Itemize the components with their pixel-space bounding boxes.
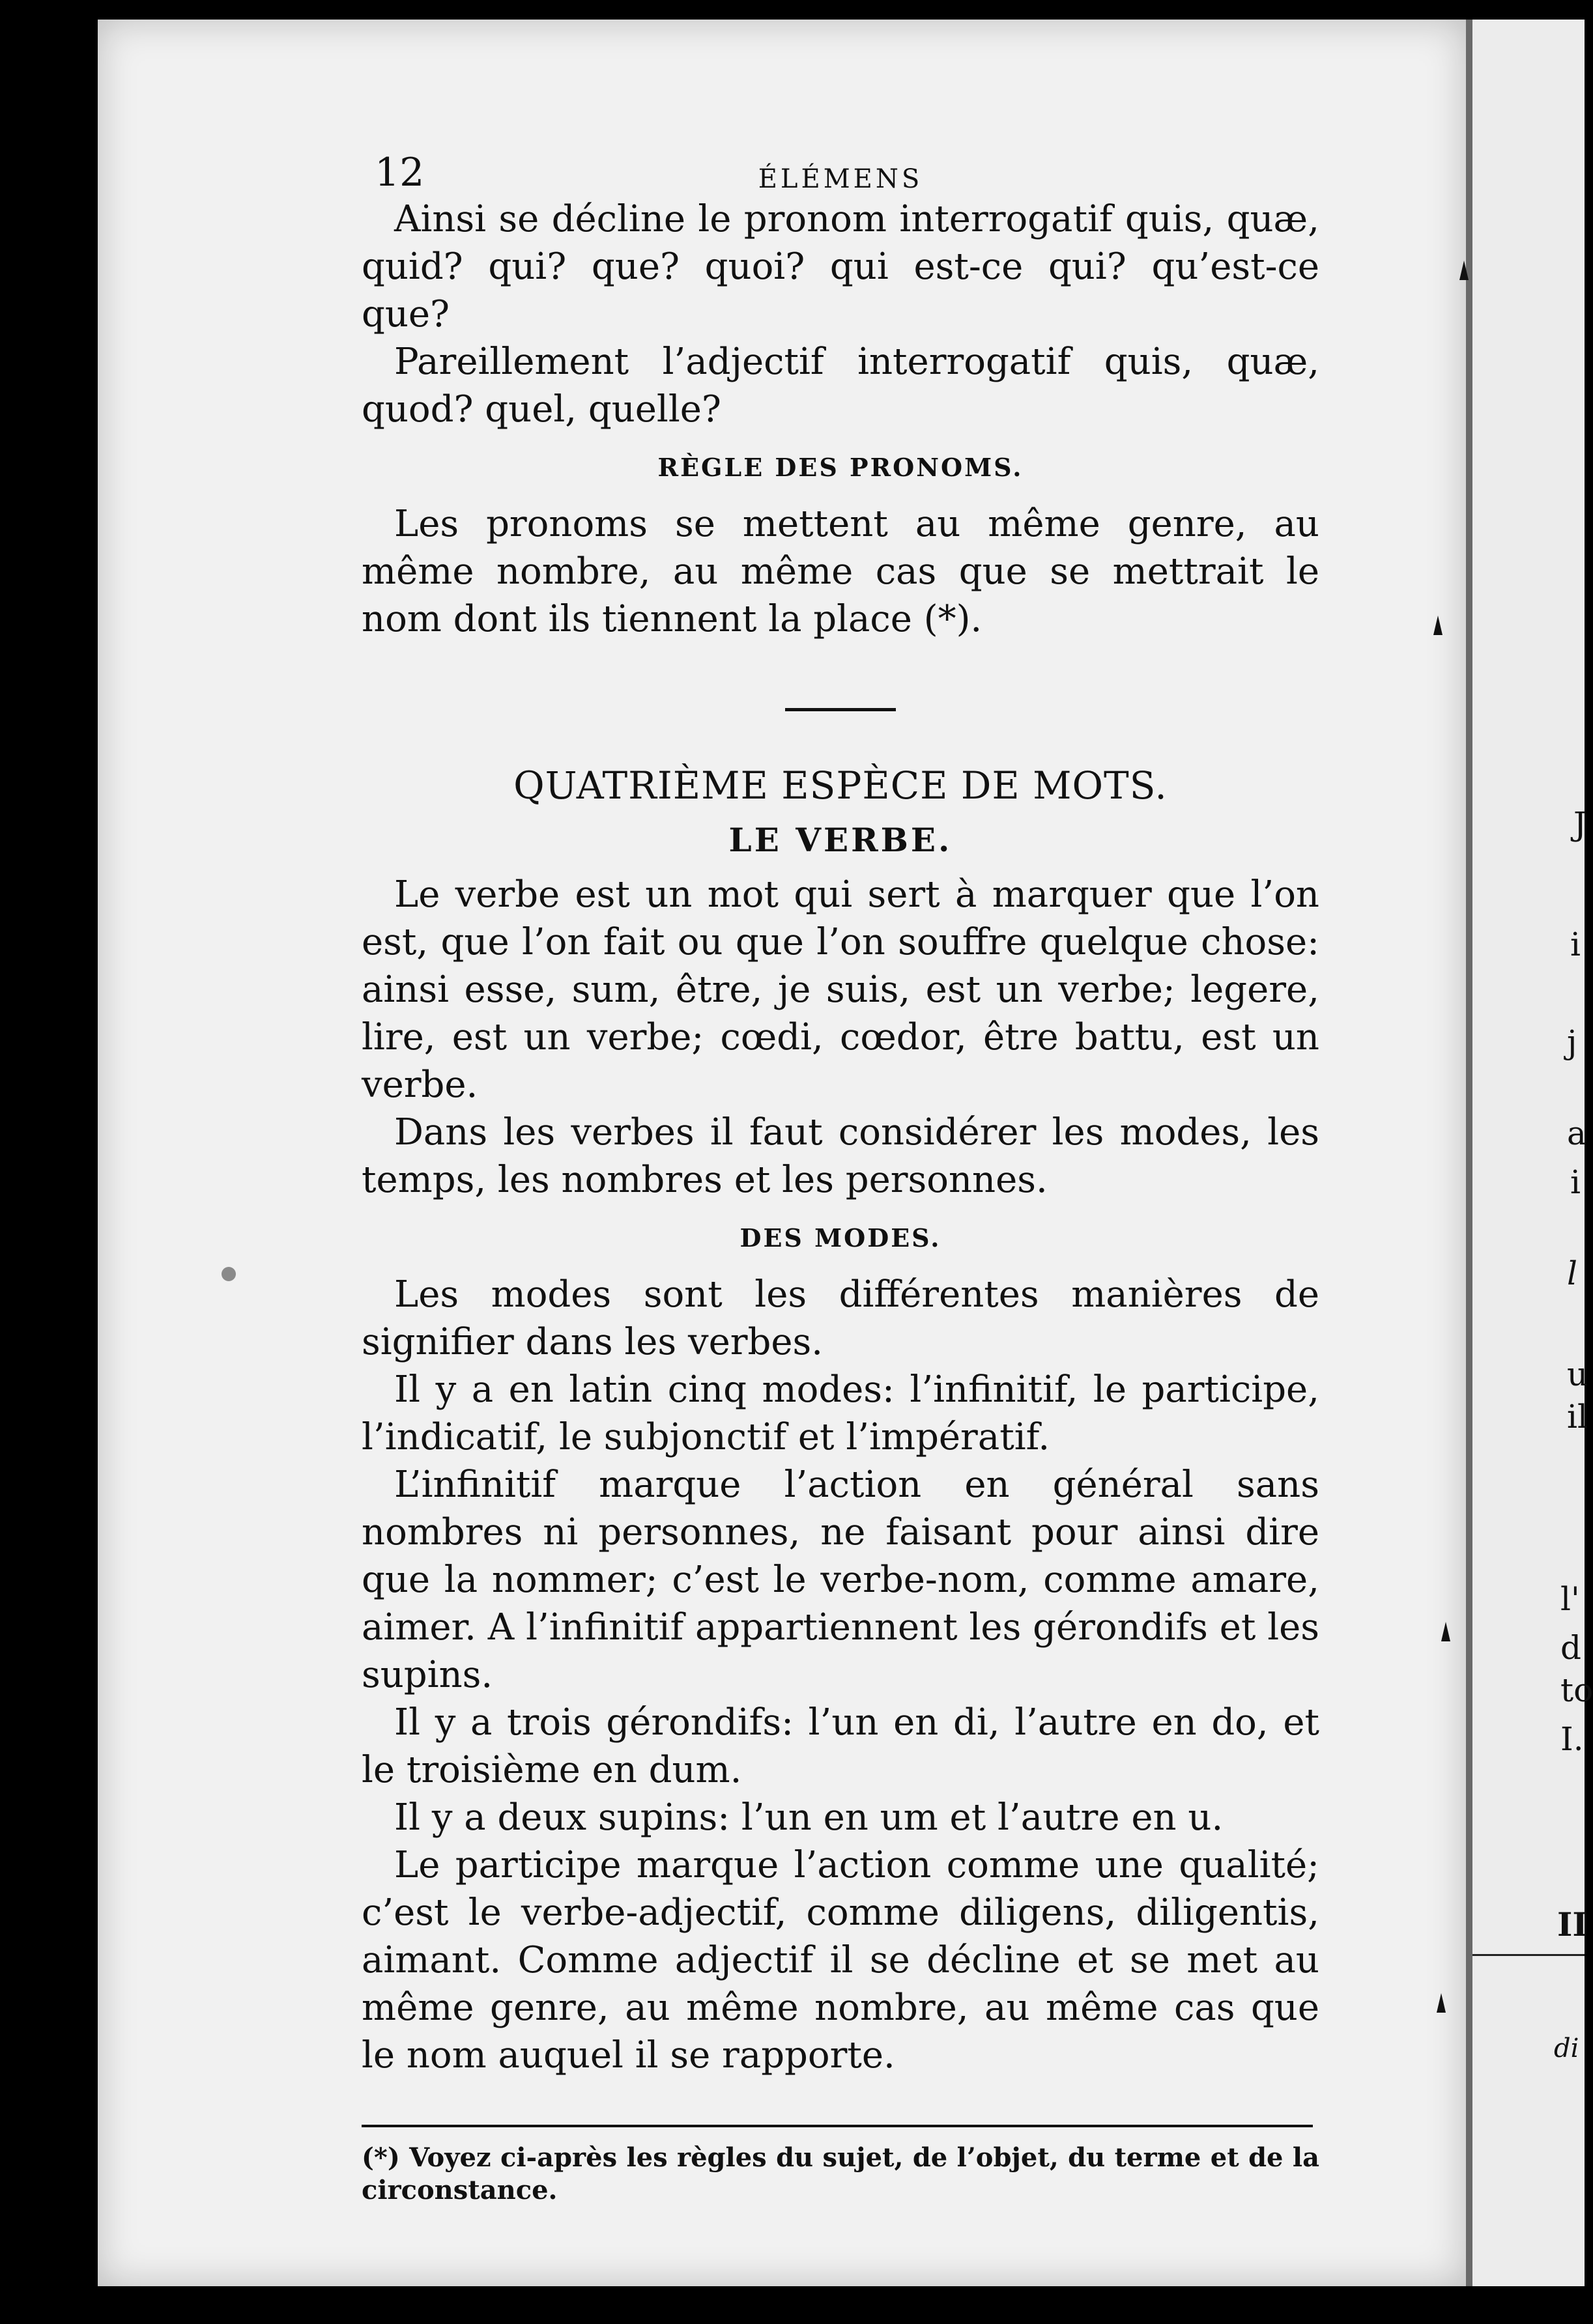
facing-page-fragment: di [1554,2034,1579,2063]
facing-page-fragment: II [1557,1905,1588,1944]
facing-page-fragment: J [1573,805,1587,843]
page-header [362,150,1319,195]
facing-page-fragment: d [1560,1629,1582,1667]
page-text [362,150,1319,2207]
paragraph: Les pronoms se mettent au même genre, au même nombre, au même cas que se mettrait le nom dont ils tiennent la place (*). [362,503,1319,640]
facing-page-fragment: a [1567,1114,1586,1152]
paragraph: Les modes sont les différentes manières de signifier dans les verbes. [362,1273,1319,1363]
paragraph: Il y a en latin cinq modes: l’infinitif, le participe, l’indicatif, le subjonctif et l’impératif. [362,1368,1319,1458]
footnote-rule [362,2125,1313,2127]
paragraph: Il y a deux supins: l’un en um et l’autre en u. [394,1796,1224,1839]
section-subtitle: LE VERBE. [728,821,953,859]
facing-page-fragment: j [1567,1023,1577,1061]
book-gutter [1466,20,1472,2286]
paragraph: Le verbe est un mot qui sert à marquer que l’on est, que l’on fait ou que l’on souffre quelque chose: ainsi esse, sum, être, je suis, est un verbe; legere, lire, est un verbe; cœdi, cœdor, être battu, est un verbe. [362,873,1319,1106]
facing-page-rule [1472,1954,1585,1956]
running-head: ÉLÉMENS [758,164,923,194]
section-divider [785,708,896,711]
paragraph: Dans les verbes il faut considérer les modes, les temps, les nombres et les personnes. [362,1111,1319,1201]
paragraph: Pareillement l’adjectif interrogatif quis, quæ, quod? quel, quelle? [362,341,1319,431]
paragraph: Il y a trois gérondifs: l’un en di, l’autre en do, et le troisième en dum. [362,1701,1319,1791]
modes-heading: DES MODES. [739,1223,941,1253]
facing-page-fragment: l [1567,1254,1577,1292]
facing-page-edge [1472,20,1585,2286]
facing-page-fragment: to [1560,1671,1593,1709]
facing-page-fragment: l' [1560,1580,1580,1618]
facing-page-fragment: i [1570,1163,1581,1201]
facing-page-fragment: il [1567,1398,1588,1436]
rule-heading: RÈGLE DES PRONOMS. [657,453,1024,482]
page-number: 12 [375,150,425,195]
page-blemish [222,1267,236,1281]
section-title: QUATRIÈME ESPÈCE DE MOTS. [513,763,1168,808]
paragraph: Ainsi se décline le pronom interrogatif quis, quæ, quid? qui? que? quoi? qui est-ce qui? qu’est-ce que? [362,198,1319,335]
facing-page-fragment: i [1570,926,1581,963]
footnote: (*) Voyez ci-après les règles du sujet, de l’objet, du terme et de la circonstance. [362,2142,1319,2205]
paragraph: Le participe marque l’action comme une qualité; c’est le verbe-adjectif, comme diligens, diligentis, aimant. Comme adjectif il se décline et se met au même genre, au même nombre, au même cas que le nom auquel il se rapporte. [362,1844,1319,2076]
paragraph: L’infinitif marque l’action en général sans nombres ni personnes, ne faisant pour ainsi dire que la nommer; c’est le verbe-nom, comme amare, aimer. A l’infinitif appartiennent les gérondifs et les supins. [362,1464,1319,1696]
facing-page-fragment: u [1567,1355,1588,1393]
facing-page-fragment: I. [1560,1720,1584,1758]
